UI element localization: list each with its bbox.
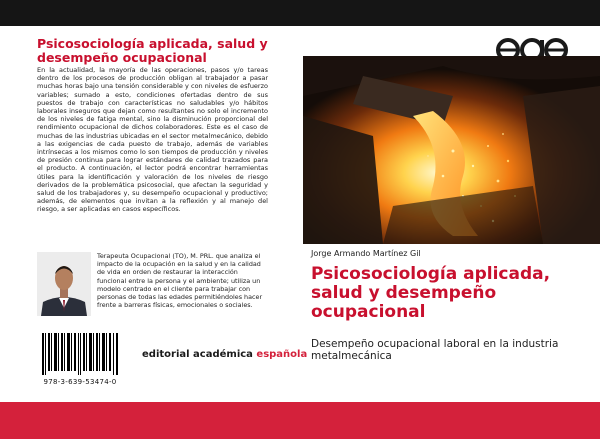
cover-author-name: Jorge Armando Martínez Gil: [311, 249, 421, 258]
publisher-name-accent: española: [256, 349, 308, 360]
publisher-name-main: editorial académica: [142, 349, 257, 360]
cover-subtitle: Desempeño ocupacional laboral en la industria metalmecánica: [311, 338, 559, 362]
back-cover-description: En la actualidad, la mayoría de las operaciones, pasos y/o tareas dentro de los procesos de producción obligan al trabajador a pasar muchas horas bajo una tensión considerable y con niveles de esfuerzo variables; sumado a esto, condiciones ofertadas dentro de sus puestos de trabajo con características no saludables y/o hábitos laborales inseguros que dejan como resultantes no solo el incremento de los niveles de fatiga mental, sino la disminución proporcional del rendimiento ocupacional de dichos colaboradores. Este es el caso de muchas de las industrias ubicadas en el sector metalmecánico, debido a las exigencias de cada puesto de trabajo, además de variables intrínsecas a los mismos como lo son tiempos de producción y niveles de presión continua para lograr estándares de calidad trazados para el producto. A continuación, el lector podrá encontrar herramientas útiles para la identificación y valoración de los niveles de riesgo derivados de la problemática psicosocial, que afectan la seguridad y salud de los trabajadores y, su desempeño ocupacional y productivo; además, de elementos que invitan a la reflexión y al manejo del riesgo, a ser aplicadas en casos específicos.: [37, 66, 268, 214]
top-bar: [0, 0, 600, 26]
author-bio: Terapeuta Ocupacional (TO), M. PRL. que analiza el impacto de la ocupación en la salud y en la calidad de vida en orden de restaurar la interacción funcional entre la persona y el ambiente; utiliza un modelo centrado en el cliente para trabajar con personas de todas las edades permitiéndoles hacer frente a barreras físicas, emocionales o sociales.: [97, 252, 263, 310]
isbn-barcode: [40, 333, 120, 375]
author-portrait: [37, 252, 91, 316]
back-publisher-name: [142, 349, 307, 360]
isbn-number: 978-3-639-53474-0: [43, 378, 117, 386]
cover-photo-molten-metal: [303, 56, 600, 244]
back-cover-title: Psicosociología aplicada, salud y desempeño ocupacional: [37, 36, 268, 65]
bottom-bar: [0, 402, 600, 439]
cover-title: Psicosociología aplicada, salud y desempeño ocupacional: [311, 264, 551, 322]
